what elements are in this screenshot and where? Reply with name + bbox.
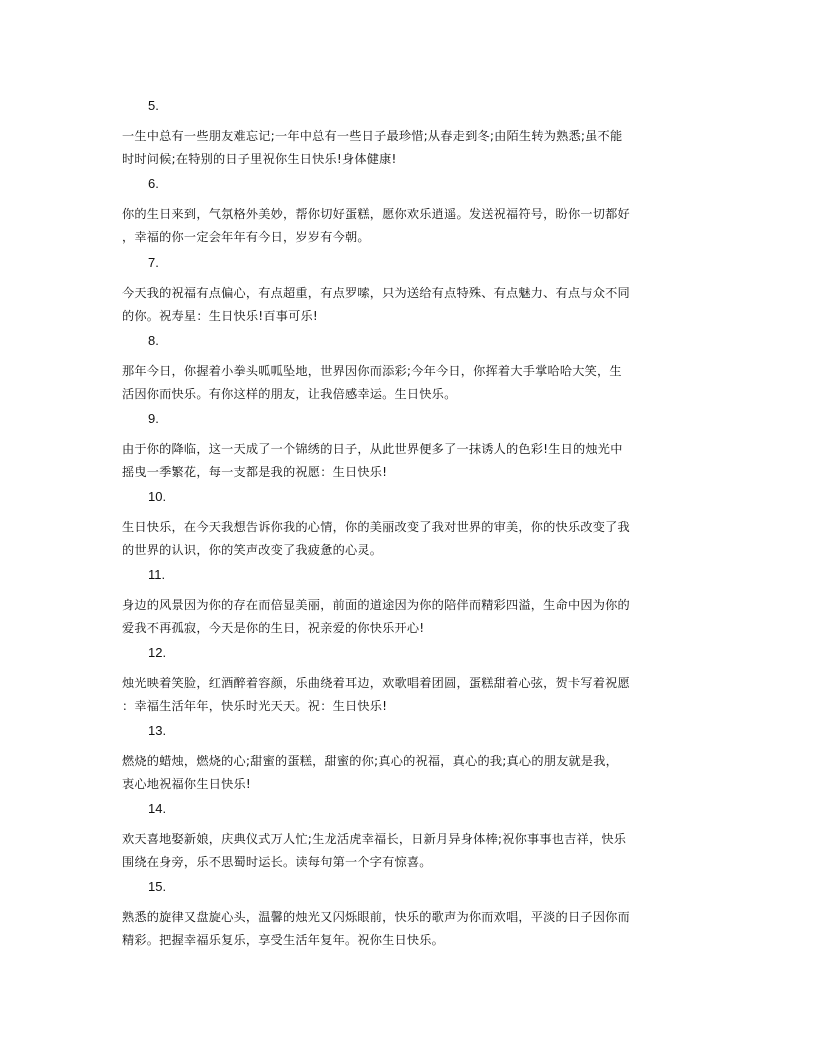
entry-text — [122, 125, 697, 171]
entry-number: 5. — [148, 98, 159, 113]
entry-line: ，幸福的你一定会年年有今日，岁岁有今朝。 — [122, 230, 370, 244]
entry-text — [122, 672, 697, 718]
entry-line: 生日快乐，在今天我想告诉你我的心情，你的美丽改变了我对世界的审美，你的快乐改变了我 — [122, 520, 630, 534]
entry-number: 8. — [148, 333, 159, 348]
entry-line: 熟悉的旋律又盘旋心头，温馨的烛光又闪烁眼前，快乐的歌声为你而欢唱，平淡的日子因你而 — [122, 910, 630, 924]
entry-line: 一生中总有一些朋友难忘记;一年中总有一些日子最珍惜;从春走到冬;由陌生转为熟悉;虽不能 — [122, 129, 623, 143]
entry-line: 燃烧的蜡烛，燃烧的心;甜蜜的蛋糕，甜蜜的你;真心的祝福，真心的我;真心的朋友就是我， — [122, 754, 619, 768]
entry-text — [122, 516, 697, 562]
entry-text — [122, 906, 697, 952]
entry-line: 身边的风景因为你的存在而倍显美丽，前面的道途因为你的陪伴而精彩四溢，生命中因为你的 — [122, 598, 630, 612]
entry-number: 9. — [148, 411, 159, 426]
entry-line: 由于你的降临，这一天成了一个锦绣的日子，从此世界便多了一抹诱人的色彩!生日的烛光中 — [122, 442, 623, 456]
entry-text — [122, 828, 697, 874]
entry-line: 烛光映着笑脸，红酒醉着容颜，乐曲绕着耳边，欢歌唱着团圆，蛋糕甜着心弦，贺卡写着祝愿 — [122, 676, 630, 690]
entry-text — [122, 360, 697, 406]
entry-number: 6. — [148, 176, 159, 191]
entry-number: 7. — [148, 255, 159, 270]
entry-number: 15. — [148, 879, 167, 894]
entry-line: 的你。祝寿星：生日快乐!百事可乐! — [122, 309, 318, 323]
entry-line: 围绕在身旁，乐不思蜀时运长。读每句第一个字有惊喜。 — [122, 855, 432, 869]
entry-number: 12. — [148, 645, 167, 660]
entry-text — [122, 438, 697, 484]
entry-line: 活因你而快乐。有你这样的朋友，让我倍感幸运。生日快乐。 — [122, 387, 457, 401]
entry-line: 精彩。把握幸福乐复乐，享受生活年复年。祝你生日快乐。 — [122, 933, 445, 947]
entry-line: ：幸福生活年年，快乐时光天天。祝：生日快乐! — [122, 699, 388, 713]
entry-number: 13. — [148, 723, 167, 738]
entry-line: 的世界的认识，你的笑声改变了我疲惫的心灵。 — [122, 543, 383, 557]
entry-line: 你的生日来到，气氛格外美妙，帮你切好蛋糕，愿你欢乐逍遥。发送祝福符号，盼你一切都好 — [122, 207, 630, 221]
entry-text — [122, 282, 697, 328]
entry-number: 10. — [148, 489, 167, 504]
entry-line: 时时问候;在特别的日子里祝你生日快乐!身体健康! — [122, 152, 397, 166]
entry-line: 爱我不再孤寂，今天是你的生日，祝亲爱的你快乐开心! — [122, 621, 425, 635]
entry-line: 今天我的祝福有点偏心，有点超重，有点罗嗦，只为送给有点特殊、有点魅力、有点与众不同 — [122, 286, 630, 300]
entry-text — [122, 203, 697, 249]
entry-line: 欢天喜地娶新娘，庆典仪式万人忙;生龙活虎幸福长，日新月异身体棒;祝你事事也吉祥，快乐 — [122, 832, 627, 846]
entry-number: 11. — [148, 567, 166, 582]
entry-text — [122, 750, 697, 796]
entry-line: 那年今日，你握着小拳头呱呱坠地，世界因你而添彩;今年今日，你挥着大手掌哈哈大笑，生 — [122, 364, 622, 378]
entry-line: 摇曳一季繁花，每一支都是我的祝愿：生日快乐! — [122, 465, 388, 479]
entry-number: 14. — [148, 801, 167, 816]
entry-text — [122, 594, 697, 640]
entry-line: 衷心地祝福你生日快乐! — [122, 777, 251, 791]
